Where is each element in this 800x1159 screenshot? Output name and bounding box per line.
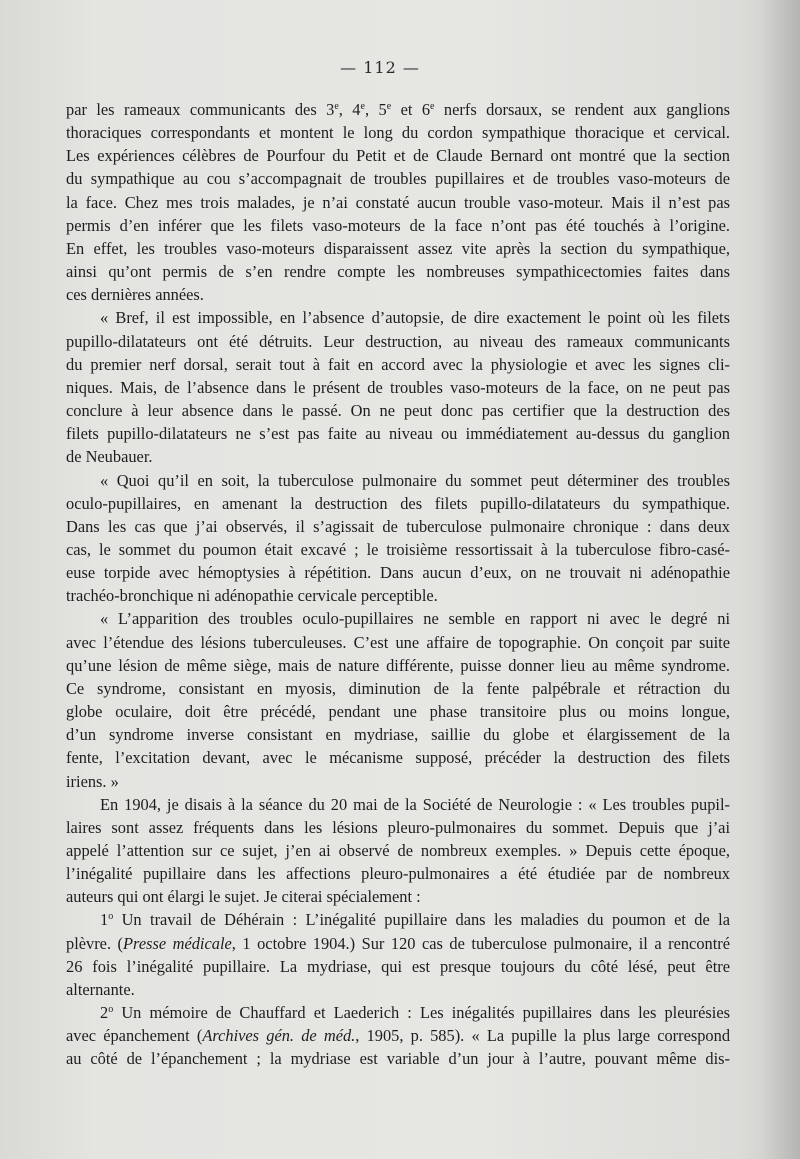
page-number-header: — 112 —: [340, 58, 420, 77]
text-line: qu’une lésion de même siège, mais de nature différente, puisse donner lieu au même syndrome.: [66, 655, 730, 675]
text-line: Les expériences célèbres de Pourfour du Petit et de Claude Bernard ont montré que la section: [66, 146, 730, 166]
text-line: alternante.: [66, 979, 135, 999]
text-line: plèvre. (Presse médicale, 1 octobre 1904.) Sur 120 cas de tuberculose pulmonaire, il a rencontré: [66, 933, 731, 953]
text-line: conclure à leur absence dans le passé. On ne peut donc pas certifier que la destruction des: [66, 401, 730, 421]
text-line: par les rameaux communicants des 3e, 4e, 5e et 6e nerfs dorsaux, se rendent aux ganglions: [66, 100, 731, 119]
body-text: [66, 98, 730, 1071]
text-line: Dans les cas que j’ai observés, il s’agissait de tuberculose pulmonaire chronique : dans deux: [66, 516, 730, 536]
text-line: globe oculaire, doit être précédé, pendant une phase transitoire plus ou moins longue,: [66, 702, 730, 722]
text-line: du sympathique au cou s’accompagnait de troubles pupillaires et de troubles vaso-moteurs de: [66, 169, 730, 189]
text-line: avec l’étendue des lésions tuberculeuses. C’est une affaire de topographie. On conçoit par suite: [66, 632, 730, 652]
text-line: l’inégalité pupillaire dans les affections pleuro-pulmonaires a été étudiée par de nombreux: [66, 864, 730, 884]
text-line: au côté de l’épanchement ; la mydriase est variable d’un jour à l’autre, pouvant même dis-: [66, 1049, 730, 1069]
text-line: permis d’en inférer que les filets vaso-moteurs de la face n’ont pas été touchés à l’origine.: [66, 215, 730, 235]
text-line: « L’apparition des troubles oculo-pupillaires ne semble en rapport ni avec le degré ni: [100, 609, 730, 629]
text-line: 2$^o$ Un mémoire de Chauffard et Laederich : Les inégalités pupillaires dans les pleurésies: [100, 1003, 730, 1023]
text-line: ces dernières années.: [66, 285, 204, 305]
text-line: du premier nerf dorsal, serait tout à fait en accord avec la physiologie et avec les signes cli-: [66, 354, 730, 374]
text-line: appelé l’attention sur ce sujet, j’en ai observé de nombreux exemples. » Depuis cette époque,: [66, 841, 730, 860]
text-line: 1$^o$ Un travail de Déhérain : L’inégalité pupillaire dans les maladies du poumon et de la: [100, 910, 730, 930]
text-line: trachéo-bronchique ni adénopathie cervicale perceptible.: [66, 586, 438, 606]
text-line: d’un syndrome inverse consistant en mydriase, saillie du globe et élargissement de la: [66, 725, 730, 745]
text-line: Ce syndrome, consistant en myosis, diminution de la fente palpébrale et rétraction du: [66, 678, 730, 698]
text-line: auteurs qui ont élargi le sujet. Je citerai spécialement :: [66, 887, 421, 907]
text-line: la face. Chez mes trois malades, je n’ai constaté aucun trouble vaso-moteur. Mais il n’est pas: [66, 192, 730, 212]
text-line: avec épanchement (Archives gén. de méd., 1905, p. 585). « La pupille la plus large correspond: [66, 1026, 731, 1046]
text-line: de Neubauer.: [66, 447, 153, 467]
text-line: « Bref, il est impossible, en l’absence d’autopsie, de dire exactement le point où les filets: [100, 308, 730, 328]
text-line: ainsi qu’ont permis de s’en rendre compte les nombreuses sympathicectomies faites dans: [66, 262, 730, 282]
text-line: pupillo-dilatateurs ont été détruits. Leur destruction, au niveau des rameaux communicants: [66, 331, 730, 351]
text-line: fente, l’excitation devant, avec le mécanisme supposé, précéder la destruction des filets: [66, 748, 730, 768]
text-line: 26 fois l’inégalité pupillaire. La mydriase, qui est presque toujours du côté lésé, peut être: [66, 956, 730, 976]
text-line: « Quoi qu’il en soit, la tuberculose pulmonaire du sommet peut déterminer des troubles: [100, 470, 730, 490]
text-line: En 1904, je disais à la séance du 20 mai de la Société de Neurologie : « Les troubles pupil-: [100, 794, 730, 814]
text-line: oculo-pupillaires, en amenant la destruction des filets pupillo-dilatateurs du sympathique.: [66, 493, 730, 513]
text-line: En effet, les troubles vaso-moteurs disparaissent assez vite après la section du sympathique,: [66, 238, 730, 258]
page-edge-shadow: [760, 0, 800, 1159]
text-line: euse torpide avec hémoptysies à répétition. Dans aucun d’eux, on ne trouvait ni adénopathie: [66, 563, 730, 583]
text-line: cas, le sommet du poumon était excavé ; le troisième ressortissait à la tuberculose fibro-casé-: [66, 539, 730, 559]
text-line: filets pupillo-dilatateurs ne s’est pas faite au niveau ou immédiatement au-dessus du ganglion: [66, 424, 730, 444]
text-line: laires sont assez fréquents dans les lésions pleuro-pulmonaires du sommet. Depuis que j’ai: [66, 817, 730, 837]
text-line: iriens. »: [66, 771, 119, 791]
text-line: thoraciques correspondants et montent le long du cordon sympathique thoracique et cervical.: [66, 123, 730, 143]
text-line: niques. Mais, de l’absence dans le présent de troubles vaso-moteurs de la face, on ne peut pas: [66, 377, 730, 397]
